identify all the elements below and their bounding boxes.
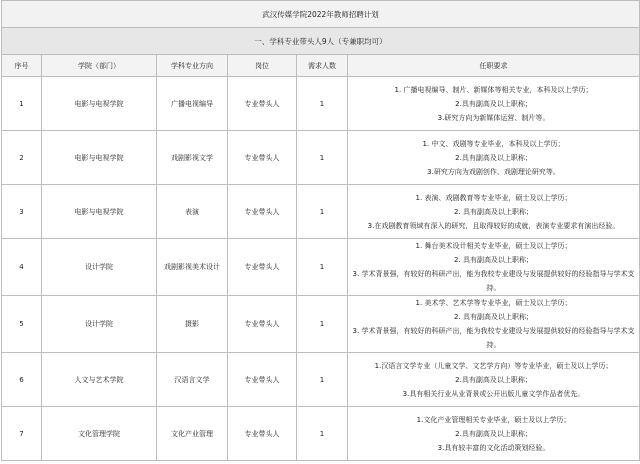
requirement-line: 3.研究方向为新媒体运营、制片等。 [437, 113, 550, 122]
requirement-line: 3.研究方向为戏剧创作、戏剧理论研究等。 [427, 167, 560, 176]
cell-post: 专业带头人 [228, 239, 297, 296]
cell-no: 3 [2, 185, 42, 239]
cell-count: 1 [297, 407, 348, 461]
cell-post: 专业带头人 [228, 353, 297, 407]
cell-post: 专业带头人 [228, 185, 297, 239]
requirement-line: 2. 具有副高及以上职称； [454, 256, 533, 264]
header-count: 需求人数 [297, 55, 348, 77]
cell-major: 文化产业管理 [157, 407, 228, 461]
cell-count: 1 [297, 131, 348, 185]
header-dept: 学院（部门） [42, 55, 157, 77]
cell-no: 6 [2, 353, 42, 407]
cell-requirements [348, 353, 640, 407]
header-major: 学科专业方向 [157, 55, 228, 77]
cell-count: 1 [297, 296, 348, 353]
cell-dept: 文化管理学院 [42, 407, 157, 461]
requirement-line: 2. 具有副高及以上职称； [454, 207, 533, 216]
requirement-line: 1.汉语言文学专业（儿童文学、文艺学方向）等专业毕业，硕士及以上学历； [374, 361, 613, 370]
title-row [2, 1, 640, 28]
requirement-line: 2.具有副高及以上职称； [455, 153, 532, 162]
cell-dept: 人文与艺术学院 [42, 353, 157, 407]
section-heading: 一、学科专业带头人9人（专兼职均可） [2, 28, 640, 55]
requirement-line: 3. 学术背景强，有较好的科研产出，能为我校专业建设与发展提供较好的经验指导与学术支持。 [352, 270, 635, 292]
cell-requirements [348, 239, 640, 296]
cell-major: 表演 [157, 185, 228, 239]
requirement-line: 3. 学术背景强，有较好的科研产出，能为我校专业建设与发展提供较好的经验指导与学术支持。 [352, 327, 635, 349]
header-no: 序号 [2, 55, 42, 77]
requirement-line: 1. 舞台美术设计相关专业毕业，硕士及以上学历； [415, 242, 572, 250]
table-row [2, 185, 640, 239]
requirement-line: 2. 具有副高及以上职称； [454, 313, 533, 321]
cell-requirements [348, 296, 640, 353]
cell-requirements [348, 407, 640, 461]
cell-no: 4 [2, 239, 42, 296]
cell-count: 1 [297, 239, 348, 296]
cell-requirements [348, 131, 640, 185]
table-row [2, 353, 640, 407]
cell-major: 摄影 [157, 296, 228, 353]
cell-dept: 设计学院 [42, 296, 157, 353]
cell-dept: 电影与电视学院 [42, 185, 157, 239]
cell-no: 2 [2, 131, 42, 185]
header-post: 岗位 [228, 55, 297, 77]
cell-post: 专业带头人 [228, 131, 297, 185]
cell-dept: 设计学院 [42, 239, 157, 296]
cell-requirements [348, 185, 640, 239]
table-row [2, 131, 640, 185]
cell-post: 专业带头人 [228, 407, 297, 461]
table-row [2, 296, 640, 353]
cell-major: 戏剧影视文学 [157, 131, 228, 185]
requirement-line: 3.在戏剧教育领域有深入的研究，且取得较好的成就，表演专业要求有演出经验。 [367, 221, 620, 230]
requirement-line: 1.文化产业管理相关专业毕业，硕士及以上学历； [416, 415, 571, 424]
cell-post: 专业带头人 [228, 296, 297, 353]
cell-major: 汉语言文学 [157, 353, 228, 407]
section-row [2, 28, 640, 55]
cell-no: 7 [2, 407, 42, 461]
requirement-line: 1. 表演、戏剧教育等专业毕业，硕士及以上学历； [415, 193, 572, 202]
requirement-line: 2.具有副高及以上职称； [455, 99, 532, 108]
requirement-line: 1. 中文、戏剧等专业毕业，本科及以上学历； [422, 139, 565, 148]
table-row [2, 239, 640, 296]
cell-major: 戏剧影视美术设计 [157, 239, 228, 296]
header-row [2, 55, 640, 77]
cell-dept: 电影与电视学院 [42, 77, 157, 131]
requirement-line: 1. 广播电视编导、制片、新媒体等相关专业，本科及以上学历； [394, 85, 593, 94]
cell-post: 专业带头人 [228, 77, 297, 131]
cell-count: 1 [297, 185, 348, 239]
requirement-line: 3.具有相关行业从业背景或公开出版儿童文学作品者优先。 [402, 389, 585, 398]
cell-count: 1 [297, 77, 348, 131]
header-requirements: 任职要求 [348, 55, 640, 77]
table-row [2, 77, 640, 131]
requirement-line: 3.具有较丰富的文化活动策划经验。 [437, 443, 550, 452]
cell-requirements [348, 77, 640, 131]
cell-major: 广播电视编导 [157, 77, 228, 131]
table-row [2, 407, 640, 461]
recruitment-table [1, 0, 640, 461]
requirement-line: 2.具有副高及以上职称； [455, 375, 532, 384]
requirement-line: 2.具有副高及以上职称； [455, 429, 532, 438]
requirement-line: 1. 美术学、艺术学等专业毕业，硕士及以上学历； [415, 299, 572, 307]
cell-no: 1 [2, 77, 42, 131]
table-title: 武汉传媒学院2022年教师招聘计划 [2, 1, 640, 28]
cell-count: 1 [297, 353, 348, 407]
cell-dept: 电影与电视学院 [42, 131, 157, 185]
cell-no: 5 [2, 296, 42, 353]
